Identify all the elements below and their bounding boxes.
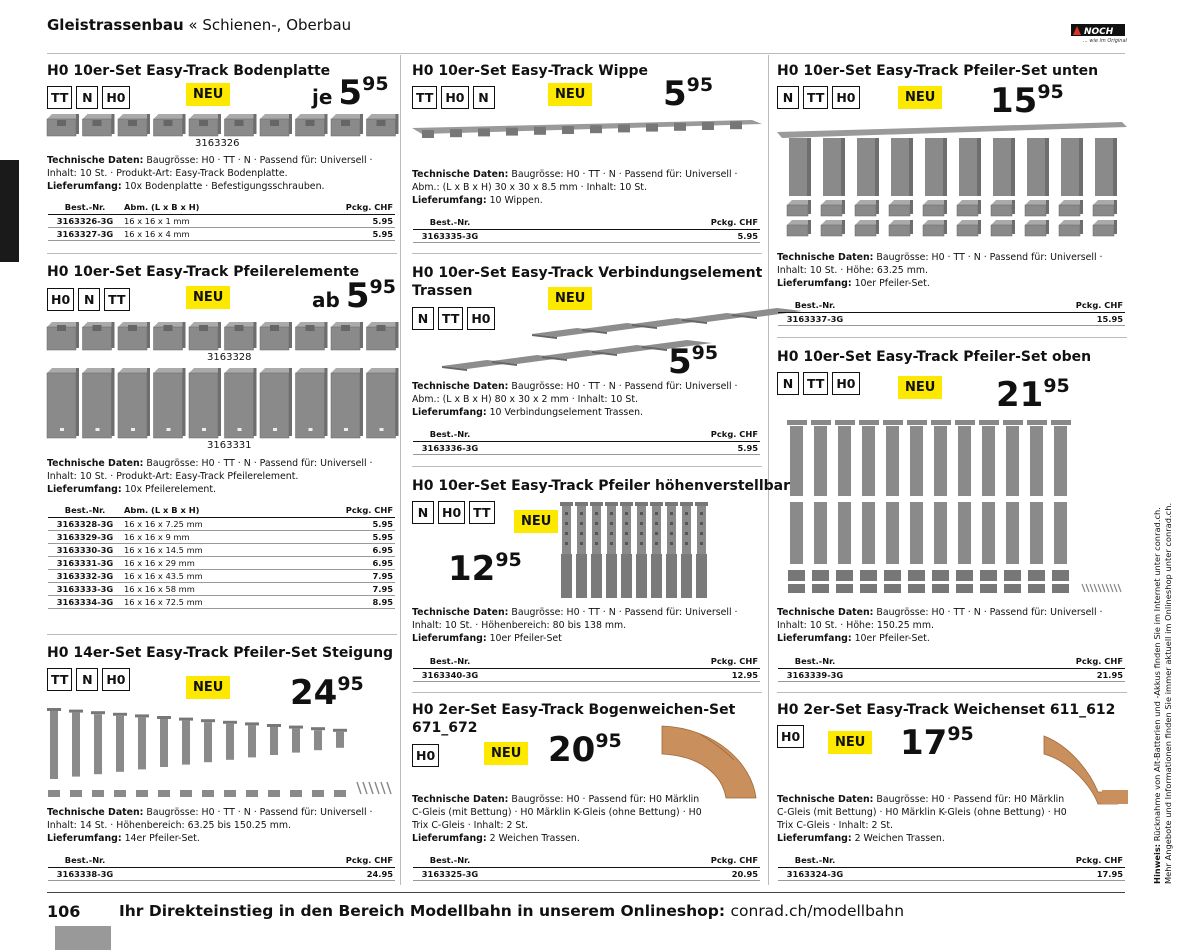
product-description: Technische Daten: Baugrösse: H0 · TT · N · Passend für: Universell · Abm.: (L x B x H) 30 x 30 x 8.5 mm · Inhalt: 10 St. Lieferumfang: 10 Wippen. — [412, 169, 738, 206]
article-caption: 3163326 — [195, 138, 240, 149]
scale-badge: H0 — [438, 501, 465, 524]
new-badge: NEU — [898, 86, 942, 109]
table-row: 3163326-3G 16 x 16 x 1 mm 5.95 — [48, 215, 395, 228]
product-title: H0 10er-Set Easy-Track Bodenplatte — [47, 63, 331, 79]
svg-text:NOCH: NOCH — [1084, 27, 1114, 37]
product-title: H0 10er-Set Easy-Track Verbindungselement — [412, 265, 763, 281]
product-title: H0 10er-Set Easy-Track Pfeiler höhenverstellbar — [412, 478, 790, 494]
scale-badge: H0 — [467, 307, 494, 330]
footer-link[interactable]: conrad.ch/modellbahn — [730, 902, 905, 920]
price-table: Best.-Nr. Pckg. CHF 3163325-3G 20.95 — [413, 853, 760, 881]
product-image-baseplates — [47, 112, 397, 138]
scale-badge: N — [78, 288, 100, 311]
product-image-rockers — [412, 116, 762, 142]
scale-badge: N — [76, 668, 98, 691]
price: je 595 — [312, 73, 389, 113]
scale-badges — [777, 86, 860, 109]
scale-badge: TT — [104, 288, 129, 311]
product-image-curved-switch — [656, 724, 760, 800]
scale-badges — [777, 725, 804, 748]
scale-badges — [47, 288, 130, 311]
scale-badge: N — [777, 372, 799, 395]
table-row: 3163340-3G 12.95 — [413, 669, 760, 682]
product-image-adjustable-pillars — [560, 500, 760, 600]
table-row: 3163329-3G 16 x 16 x 9 mm 5.95 — [48, 531, 395, 544]
table-row: 3163328-3G 16 x 16 x 7.25 mm 5.95 — [48, 518, 395, 531]
price-table: Best.-Nr. Abm. (L x B x H) Pckg. CHF 3163328-3G 16 x 16 x 7.25 mm 5.95 3163329-3G 16 x 16 x 9 mm 5.95 3163330-3G 16 x 16 x 14.5 mm 6.95 3163331-3G 16 x 16 x 29 mm 6.95 3163332-3G 16 x 16 x 43.5 mm 7.95 3163333-3G 16 x 16 x 58 mm 7.95 3163334-3G 16 x 16 x 72.5 mm 8.95 — [48, 503, 395, 609]
scale-badge: N — [412, 501, 434, 524]
scale-badge: H0 — [832, 86, 859, 109]
price: 2095 — [548, 730, 622, 770]
product-description: Technische Daten: Baugrösse: H0 · TT · N · Passend für: Universell · Inhalt: 10 St. · Produkt-Art: Easy-Track Pfeilerelement. Lieferumfang: 10x Pfeilerelement. — [47, 458, 373, 495]
table-row: 3163325-3G 20.95 — [413, 868, 760, 881]
product-title: H0 14er-Set Easy-Track Pfeiler-Set Steigung — [47, 645, 394, 661]
price-table: Best.-Nr. Pckg. CHF 3163339-3G 21.95 — [778, 654, 1125, 682]
new-badge: NEU — [186, 676, 230, 699]
product-title-line2: Trassen — [412, 283, 473, 299]
scale-badges — [777, 372, 860, 395]
price: 1595 — [990, 81, 1064, 121]
scale-badge: TT — [412, 86, 437, 109]
product-title-line2: 671_672 — [412, 720, 478, 736]
price-table: Best.-Nr. Pckg. CHF 3163337-3G 15.95 — [778, 298, 1125, 326]
scale-badge: H0 — [102, 668, 129, 691]
new-badge: NEU — [548, 83, 592, 106]
price: 595 — [668, 342, 719, 382]
product-title: H0 10er-Set Easy-Track Pfeiler-Set unten — [777, 63, 1099, 79]
product-title: H0 2er-Set Easy-Track Bogenweichen-Set — [412, 702, 736, 718]
price-table: Best.-Nr. Pckg. CHF 3163340-3G 12.95 — [413, 654, 760, 682]
footer-text: Ihr Direkteinstieg in den Bereich Modellbahn in unserem Onlineshop: conrad.ch/modellbahn — [119, 902, 905, 920]
product-description: Technische Daten: Baugrösse: H0 · TT · N · Passend für: Universell · Inhalt: 10 St. · Höhe: 63.25 mm. Lieferumfang: 10er Pfeiler-Set. — [777, 252, 1103, 289]
new-badge: NEU — [484, 742, 528, 765]
article-caption: 3163328 — [207, 352, 252, 363]
product-description: Technische Daten: Baugrösse: H0 · TT · N · Passend für: Universell · Inhalt: 10 St. · Höhe: 150.25 mm. Lieferumfang: 10er Pfeiler-Set. — [777, 607, 1103, 644]
new-badge: NEU — [898, 376, 942, 399]
product-description: Technische Daten: Baugrösse: H0 · TT · N · Passend für: Universell · Inhalt: 10 St. · Höhenbereich: 80 bis 138 mm. Lieferumfang: 10er Pfeiler-Set — [412, 607, 738, 644]
table-row: 3163324-3G 17.95 — [778, 868, 1125, 881]
product-image-pillar-set-bottom — [777, 122, 1127, 244]
price: 2195 — [996, 375, 1070, 415]
price: 595 — [663, 74, 714, 114]
page-header — [47, 16, 351, 34]
page-number: 106 — [47, 902, 81, 921]
scale-badge: H0 — [777, 725, 804, 748]
table-row: 3163335-3G 5.95 — [413, 230, 760, 243]
scale-badge: H0 — [832, 372, 859, 395]
table-row: 3163336-3G 5.95 — [413, 442, 760, 455]
product-description: Technische Daten: Baugrösse: H0 · Passend für: H0 Märklin C-Gleis (mit Bettung) · H0 Märklin K-Gleis (ohne Bettung) · H0 Trix C-Gleis · Inhalt: 2 St. Lieferumfang: 2 Weichen Trassen. — [412, 794, 702, 844]
product-image-pillar-set-top — [777, 420, 1127, 600]
product-title: H0 10er-Set Easy-Track Wippe — [412, 63, 649, 79]
product-image-pillar-elements-large — [47, 366, 397, 440]
new-badge: NEU — [186, 286, 230, 309]
scale-badge: TT — [803, 86, 828, 109]
table-row: 3163327-3G 16 x 16 x 4 mm 5.95 — [48, 228, 395, 241]
price-table: Best.-Nr. Pckg. CHF 3163338-3G 24.95 — [48, 853, 395, 881]
noch-logo — [1071, 24, 1125, 44]
scale-badge: H0 — [102, 86, 129, 109]
product-description: Technische Daten: Baugrösse: H0 · Passend für: H0 Märklin C-Gleis (mit Bettung) · H0 Märklin K-Gleis (ohne Bettung) · H0 Trix C-Gleis · Inhalt: 2 St. Lieferumfang: 2 Weichen Trassen. — [777, 794, 1067, 844]
side-note: Hinweis: Rücknahme von Alt-Batterien und -Akkus finden Sie im Internet unter conrad.ch. Mehr Angebote und Informationen finden Sie immer aktuell im Onlineshop unter conrad.ch. — [1152, 502, 1173, 884]
table-row: 3163337-3G 15.95 — [778, 313, 1125, 326]
scale-badge: TT — [803, 372, 828, 395]
table-row: 3163339-3G 21.95 — [778, 669, 1125, 682]
new-badge: NEU — [186, 83, 230, 106]
scale-badge: H0 — [47, 288, 74, 311]
price: 2495 — [290, 673, 364, 713]
price-table: Best.-Nr. Abm. (L x B x H) Pckg. CHF 3163326-3G 16 x 16 x 1 mm 5.95 3163327-3G 16 x 16 x 4 mm 5.95 — [48, 200, 395, 241]
product-title: H0 2er-Set Easy-Track Weichenset 611_612 — [777, 702, 1116, 718]
scale-badge: N — [412, 307, 434, 330]
table-row: 3163333-3G 16 x 16 x 58 mm 7.95 — [48, 583, 395, 596]
scale-badge: TT — [47, 668, 72, 691]
scale-badges — [412, 86, 495, 109]
price: 1295 — [448, 549, 522, 589]
scale-badge: TT — [47, 86, 72, 109]
scale-badges — [412, 501, 495, 524]
scale-badge: TT — [469, 501, 494, 524]
price-table: Best.-Nr. Pckg. CHF 3163324-3G 17.95 — [778, 853, 1125, 881]
footer-gray-tab — [55, 926, 111, 950]
product-title: H0 10er-Set Easy-Track Pfeilerelemente — [47, 264, 360, 280]
product-description: Technische Daten: Baugrösse: H0 · TT · N · Passend für: Universell · Inhalt: 14 St. · Höhenbereich: 63.25 bis 150.25 mm. Lieferumfang: 14er Pfeiler-Set. — [47, 807, 373, 844]
scale-badge: N — [76, 86, 98, 109]
price-table: Best.-Nr. Pckg. CHF 3163335-3G 5.95 — [413, 215, 760, 243]
table-row: 3163332-3G 16 x 16 x 43.5 mm 7.95 — [48, 570, 395, 583]
article-caption: 3163331 — [207, 440, 252, 451]
scale-badge: N — [473, 86, 495, 109]
svg-text:... wie im Original: ... wie im Original — [1083, 38, 1127, 44]
scale-badge: TT — [438, 307, 463, 330]
price: ab 595 — [312, 276, 396, 316]
scale-badge: N — [777, 86, 799, 109]
price-table: Best.-Nr. Pckg. CHF 3163336-3G 5.95 — [413, 427, 760, 455]
new-badge: NEU — [828, 731, 872, 754]
header-title: Gleistrassenbau — [47, 16, 184, 34]
price: 1795 — [900, 723, 974, 763]
product-description: Technische Daten: Baugrösse: H0 · TT · N · Passend für: Universell · Abm.: (L x B x H) 80 x 30 x 2 mm · Inhalt: 10 St. Lieferumfang: 10 Verbindungselement Trassen. — [412, 381, 738, 418]
table-row: 3163334-3G 16 x 16 x 72.5 mm 8.95 — [48, 596, 395, 609]
scale-badges — [47, 86, 130, 109]
new-badge: NEU — [514, 510, 558, 533]
new-badge: NEU — [548, 287, 592, 310]
product-image-pillar-elements-small — [47, 318, 397, 352]
scale-badges — [412, 744, 439, 767]
scale-badge: H0 — [412, 744, 439, 767]
header-subtitle: « Schienen-, Oberbau — [183, 16, 352, 34]
scale-badges — [47, 668, 130, 691]
table-row: 3163331-3G 16 x 16 x 29 mm 6.95 — [48, 557, 395, 570]
section-tab — [0, 160, 19, 262]
product-description: Technische Daten: Baugrösse: H0 · TT · N · Passend für: Universell · Inhalt: 10 St. · Produkt-Art: Easy-Track Bodenplatte. Lieferumfang: 10x Bodenplatte · Befestigungsschrauben. — [47, 155, 373, 192]
product-image-incline-pillars — [47, 702, 397, 800]
table-row: 3163330-3G 16 x 16 x 14.5 mm 6.95 — [48, 544, 395, 557]
scale-badge: H0 — [441, 86, 468, 109]
table-row: 3163338-3G 24.95 — [48, 868, 395, 881]
product-title: H0 10er-Set Easy-Track Pfeiler-Set oben — [777, 349, 1092, 365]
